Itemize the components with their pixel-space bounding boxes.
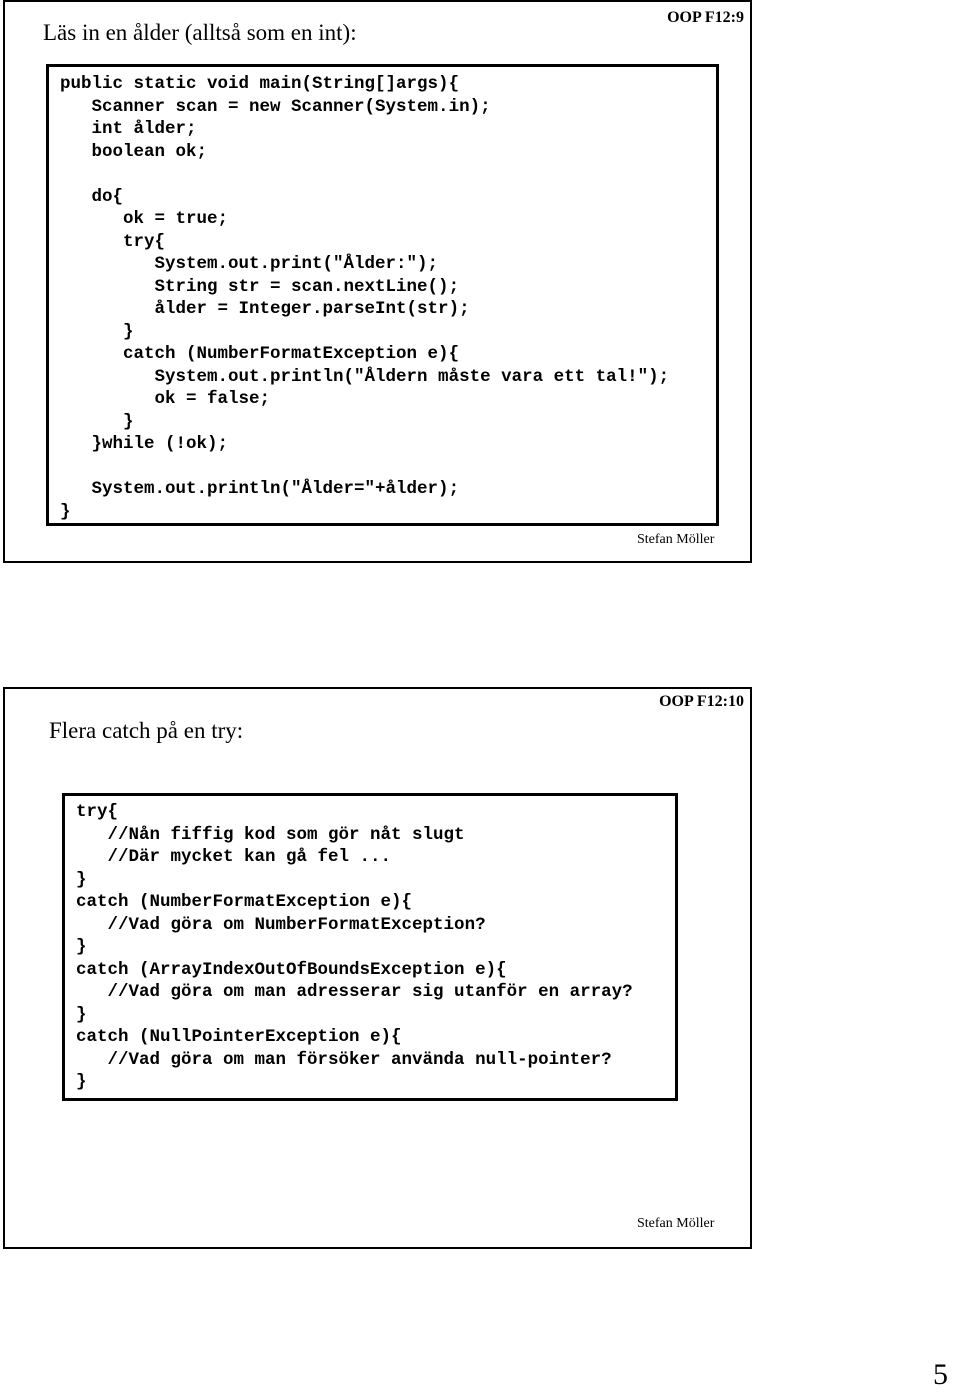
page-number: 5 xyxy=(933,1358,948,1391)
author-name: Stefan Möller xyxy=(637,532,715,547)
code-line: try{ xyxy=(60,231,166,252)
code-block xyxy=(46,64,719,526)
code-line: } xyxy=(60,411,134,432)
code-line: } xyxy=(60,321,134,342)
code-line: //Vad göra om man försöker använda null-pointer? xyxy=(76,1049,612,1070)
code-line: String str = scan.nextLine(); xyxy=(60,276,460,297)
code-line: System.out.println("Åldern måste vara ett tal!"); xyxy=(60,366,670,387)
code-line: //Vad göra om man adresserar sig utanför en array? xyxy=(76,982,633,1002)
code-block xyxy=(62,793,678,1101)
code-line: Scanner scan = new Scanner(System.in); xyxy=(60,96,491,117)
author-name: Stefan Möller xyxy=(637,1216,715,1231)
code-line: System.out.print("Ålder:"); xyxy=(60,254,439,274)
code-line: public static void main(String[]args){ xyxy=(60,74,460,94)
code-line: catch (NumberFormatException e){ xyxy=(76,892,413,912)
code-line: //Där mycket kan gå fel ... xyxy=(76,847,392,867)
code-line: ok = false; xyxy=(60,389,271,409)
code-line: catch (ArrayIndexOutOfBoundsException e){ xyxy=(76,959,507,980)
code-line: }while (!ok); xyxy=(60,434,229,454)
code-line: ok = true; xyxy=(60,209,229,229)
code-line: try{ xyxy=(76,802,119,822)
code-line: System.out.println("Ålder="+ålder); xyxy=(60,479,460,499)
code-line: int ålder; xyxy=(60,119,197,139)
slide-number: OOP F12:10 xyxy=(659,693,744,710)
slide-title: Läs in en ålder (alltså som en int): xyxy=(43,20,357,45)
code-line: //Vad göra om NumberFormatException? xyxy=(76,914,486,935)
code-line: boolean ok; xyxy=(60,141,208,162)
code-line: //Nån fiffig kod som gör nåt slugt xyxy=(76,824,465,845)
code-line: } xyxy=(76,1072,87,1092)
slide-number: OOP F12:9 xyxy=(667,9,744,26)
code-line: } xyxy=(60,501,71,522)
code-line: do{ xyxy=(60,186,124,207)
slide-2 xyxy=(3,687,752,1249)
slide-1 xyxy=(3,0,752,563)
code-line: catch (NullPointerException e){ xyxy=(76,1027,402,1047)
code-line: } xyxy=(76,1004,87,1025)
slide-title: Flera catch på en try: xyxy=(49,718,244,743)
code-line: catch (NumberFormatException e){ xyxy=(60,344,460,364)
code-line: } xyxy=(76,937,87,957)
code-line: } xyxy=(76,869,87,890)
code-line: ålder = Integer.parseInt(str); xyxy=(60,299,470,319)
